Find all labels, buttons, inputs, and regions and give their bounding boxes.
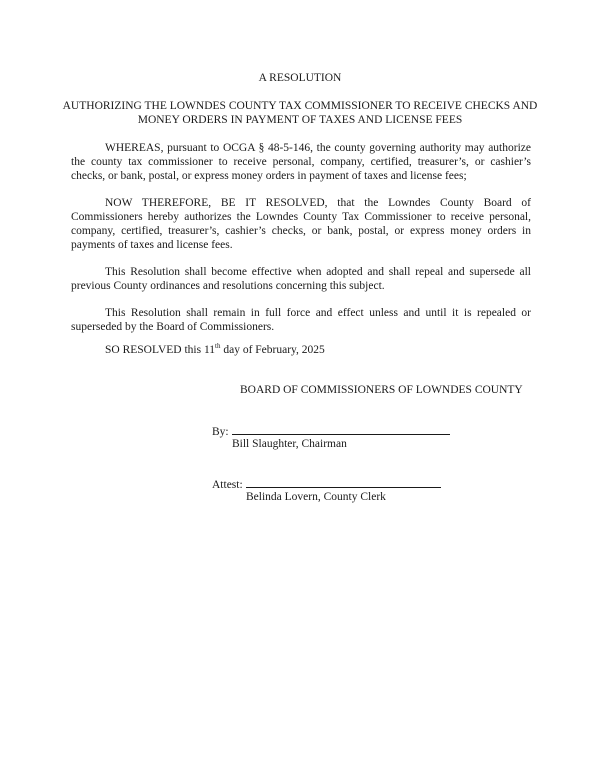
chairman-name: Bill Slaughter, Chairman [232, 438, 347, 450]
by-signature-line [232, 424, 450, 435]
attest-signature-line [246, 477, 441, 488]
paragraph-effective: This Resolution shall become effective when adopted and shall repeal and supersede all previous County ordinances and resolutions concerning this subject. [71, 266, 531, 292]
paragraph-in-force: This Resolution shall remain in full force and effect unless and until it is repealed or superseded by the Board of Commissioners. [71, 307, 531, 333]
board-heading: BOARD OF COMMISSIONERS OF LOWNDES COUNTY [240, 384, 523, 396]
resolved-ordinal-suffix: th [215, 342, 221, 351]
by-label: By: [212, 426, 229, 438]
resolved-date-line [105, 343, 325, 357]
resolved-rest: day of February, 2025 [220, 344, 325, 356]
attest-label: Attest: [212, 479, 243, 491]
paragraph-resolved: NOW THEREFORE, BE IT RESOLVED, that the Lowndes County Board of Commissioners hereby authorizes the Lowndes County Tax Commissioner to receive personal, company, certified, treasurer’s, cashier’s checks, or bank, postal, or express money orders in payments of taxes and license fees. [71, 197, 531, 251]
resolved-prefix: SO RESOLVED this 11 [105, 344, 216, 356]
paragraph-whereas: WHEREAS, pursuant to OCGA § 48-5-146, the county governing authority may authorize the county tax commissioner to receive personal, company, certified, treasurer’s, or cashier’s checks, or bank, postal, or express money orders in payment of taxes and license fees; [71, 142, 531, 182]
document-title: A RESOLUTION [258, 72, 342, 84]
clerk-name: Belinda Lovern, County Clerk [246, 491, 386, 503]
document-subtitle: AUTHORIZING THE LOWNDES COUNTY TAX COMMISSIONER TO RECEIVE CHECKS AND MONEY ORDERS IN PAYMENT OF TAXES AND LICENSE FEES [62, 100, 538, 126]
